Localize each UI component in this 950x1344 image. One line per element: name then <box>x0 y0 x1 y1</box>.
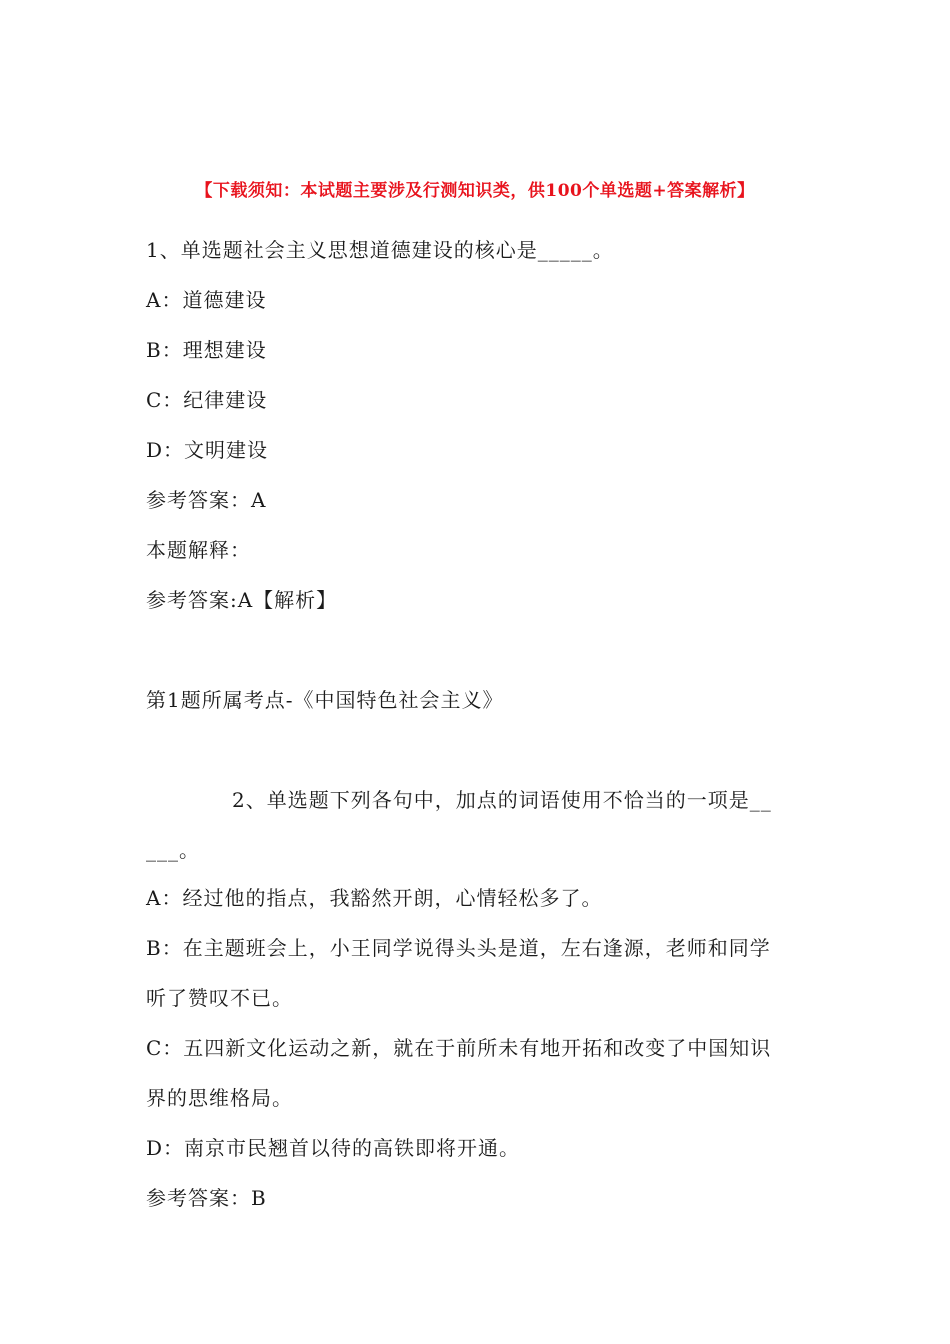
question-1-explain-text: 参考答案:A【解析】 <box>146 588 338 612</box>
question-2-option-c-line2: 界的思维格局。 <box>146 1086 293 1110</box>
question-1-option-d: D：文明建设 <box>146 438 269 462</box>
question-1-topic: 第1题所属考点-《中国特色社会主义》 <box>146 688 504 712</box>
question-2-stem-line1: 2、单选题下列各句中，加点的词语使用不恰当的一项是__ <box>232 788 772 812</box>
question-1-stem: 1、单选题社会主义思想道德建设的核心是_____。 <box>146 238 614 262</box>
question-2-option-d: D：南京市民翘首以待的高铁即将开通。 <box>146 1136 521 1160</box>
question-2-answer: 参考答案：B <box>146 1186 267 1210</box>
question-2-option-c-line1: C：五四新文化运动之新，就在于前所未有地开拓和改变了中国知识 <box>146 1036 772 1060</box>
question-2-option-a: A：经过他的指点，我豁然开朗，心情轻松多了。 <box>146 886 603 910</box>
question-2-option-b-line2: 听了赞叹不已。 <box>146 986 293 1010</box>
question-1-option-a: A：道德建设 <box>146 288 267 312</box>
question-1-explain-label: 本题解释： <box>146 538 251 562</box>
question-2-stem-line2: ___。 <box>146 838 200 862</box>
question-1-answer: 参考答案：A <box>146 488 267 512</box>
question-1-option-c: C：纪律建设 <box>146 388 268 412</box>
question-1-option-b: B：理想建设 <box>146 338 267 362</box>
question-2-option-b-line1: B：在主题班会上，小王同学说得头头是道，左右逢源，老师和同学 <box>146 936 771 960</box>
download-notice: 【下载须知：本试题主要涉及行测知识类，供100个单选题+答案解析】 <box>195 181 755 201</box>
